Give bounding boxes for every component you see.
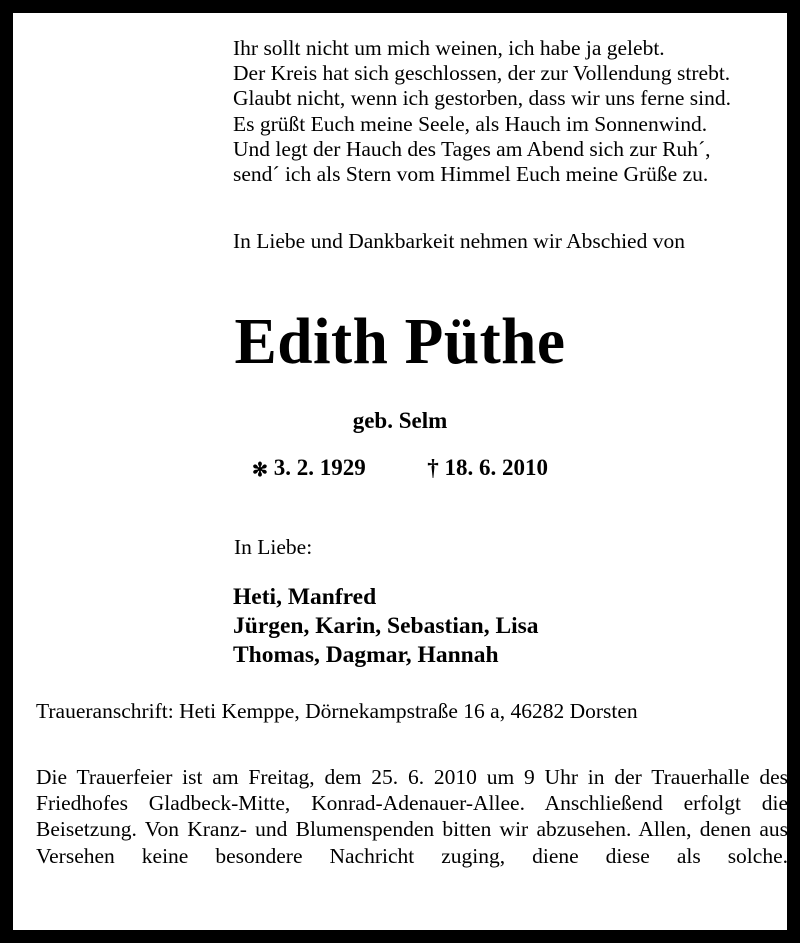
poem-line: Und legt der Hauch des Tages am Abend sich zur Ruh´, (233, 136, 711, 161)
poem-line: Der Kreis hat sich geschlossen, der zur Vollendung strebt. (233, 61, 731, 86)
poem-line: Glaubt nicht, wenn ich gestorben, dass wir uns ferne sind. (233, 86, 731, 111)
poem-line: Es grüßt Euch meine Seele, als Hauch im Sonnenwind. (233, 111, 708, 136)
maiden-name: geb. Selm (352, 408, 448, 433)
mourner-line: Heti, Manfred (233, 584, 377, 610)
obituary-inner-panel (13, 13, 787, 930)
memorial-poem (233, 36, 731, 187)
mourner-line: Thomas, Dagmar, Hannah (233, 642, 499, 668)
ceremony-details: Die Trauerfeier ist am Freitag, dem 25. 6. 2010 um 9 Uhr in der Trauerhalle des Friedhofes Gladbeck-Mitte, Konrad-Adenauer-Allee. Anschließend erfolgt die Beisetzung. Von Kranz- und Blumenspenden bitten wir abzusehen. Allen, denen aus Versehen keine besondere Nachricht zuging, diene diese als solche. (36, 765, 788, 868)
death-date: 18. 6. 2010 (444, 455, 548, 480)
deceased-name: Edith Püthe (234, 305, 566, 378)
mourners-list (233, 583, 539, 670)
birth-star-icon: ✻ (252, 460, 268, 481)
farewell-line: In Liebe und Dankbarkeit nehmen wir Abschied von (233, 229, 685, 253)
poem-line: send´ ich als Stern vom Himmel Euch meine Grüße zu. (233, 162, 709, 187)
death-cross-icon: † (427, 455, 439, 480)
birth-date: 3. 2. 1929 (273, 455, 366, 480)
condolence-address: Traueranschrift: Heti Kemppe, Dörnekampstraße 16 a, 46282 Dorsten (36, 699, 638, 723)
poem-line: Ihr sollt nicht um mich weinen, ich habe ja gelebt. (233, 36, 665, 60)
mourner-line: Jürgen, Karin, Sebastian, Lisa (233, 613, 539, 639)
life-dates (13, 453, 787, 486)
mourners-intro: In Liebe: (234, 535, 313, 559)
